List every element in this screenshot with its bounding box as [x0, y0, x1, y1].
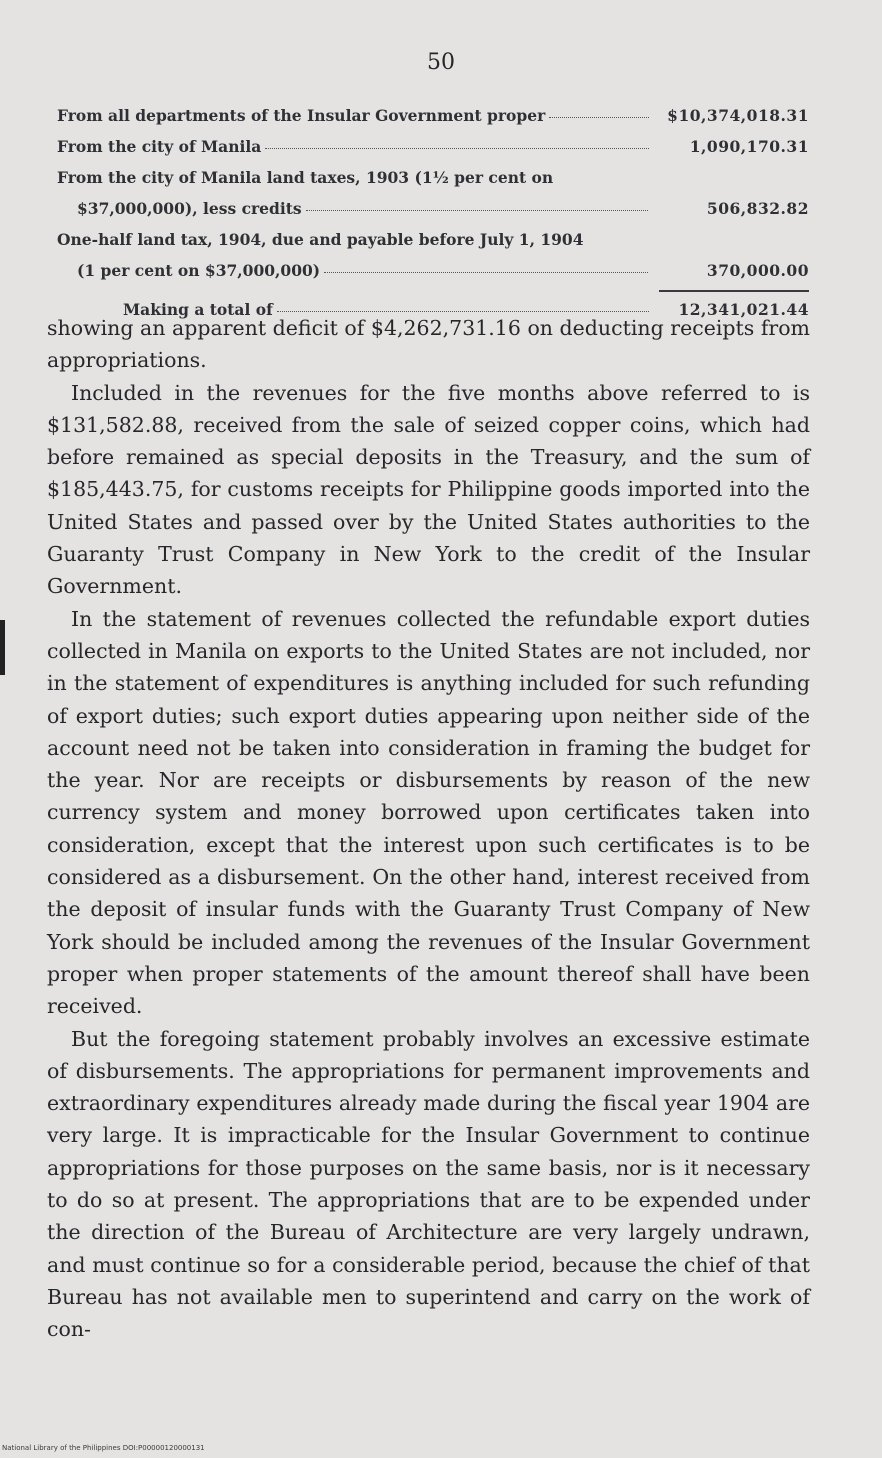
scan-footer: National Library of the Philippines DOI:P00000120000131 — [2, 1444, 205, 1452]
ledger-amount: $10,374,018.31 — [667, 106, 809, 125]
page-number: 50 — [427, 50, 455, 75]
ledger-label: (1 per cent on $37,000,000) — [77, 255, 649, 286]
ledger-total-amount: 12,341,021.44 — [678, 300, 809, 319]
ledger-label: From all departments of the Insular Government proper — [57, 100, 649, 131]
scan-edge-mark — [0, 620, 5, 675]
ledger-amount: 506,832.82 — [706, 199, 809, 218]
ledger-row — [57, 224, 809, 255]
total-rule — [659, 290, 809, 292]
ledger-row — [57, 100, 809, 131]
ledger-amount: 1,090,170.31 — [689, 137, 809, 156]
ledger-row — [57, 255, 809, 286]
ledger-total-label: Making a total of — [123, 294, 649, 325]
ledger-label: $37,000,000), less credits — [77, 193, 649, 224]
ledger-row — [57, 193, 809, 224]
body-text — [47, 312, 810, 1346]
paragraph: showing an apparent deficit of $4,262,731.16 on deducting receipts from appropriations. — [47, 316, 810, 373]
paragraph: Included in the revenues for the five months above referred to is $131,582.88, received from the sale of seized copper coins, which had before remained as special deposits in the Treasury, and the sum of $185,443.75, for customs receipts for Philippine goods imported into the United States and passed over by the United States authorities to the Guaranty Trust Company in New York to the credit of the Insular Government. — [47, 380, 810, 599]
ledger-label: From the city of Manila — [57, 131, 649, 162]
ledger-row — [57, 162, 809, 193]
paragraph: But the foregoing statement probably involves an excessive estimate of disbursements. The appropriations for permanent improvements and extraordinary expenditures already made during the fiscal year 1904 are very large. It is impracticable for the Insular Government to continue appropriations for those purposes on the same basis, nor is it necessary to do so at present. The appropriations that are to be expended under the direction of the Bureau of Architecture are very largely undrawn, and must continue so for a considerable period, because the chief of that Bureau has not available men to superintend and carry on the work of con- — [47, 1026, 810, 1342]
ledger-row — [57, 131, 809, 162]
ledger-label: One-half land tax, 1904, due and payable before July 1, 1904 — [57, 230, 584, 249]
paragraph: In the statement of revenues collected the refundable export duties collected in Manila on exports to the United States are not included, nor in the statement of expenditures is anything included for such refunding of export duties; such export duties appearing upon neither side of the account need not be taken into consideration in framing the budget for the year. Nor are receipts or disbursements by reason of the new currency system and money borrowed upon certificates taken into consideration, except that the interest upon such certificates is to be considered as a disbursement. On the other hand, interest received from the deposit of insular funds with the Guaranty Trust Company of New York should be included among the revenues of the Insular Government proper when proper statements of the amount thereof shall have been received. — [47, 606, 810, 1019]
ledger-amount: 370,000.00 — [706, 261, 809, 280]
ledger-label: From the city of Manila land taxes, 1903 (1½ per cent on — [57, 168, 554, 187]
receipts-ledger — [57, 100, 809, 325]
